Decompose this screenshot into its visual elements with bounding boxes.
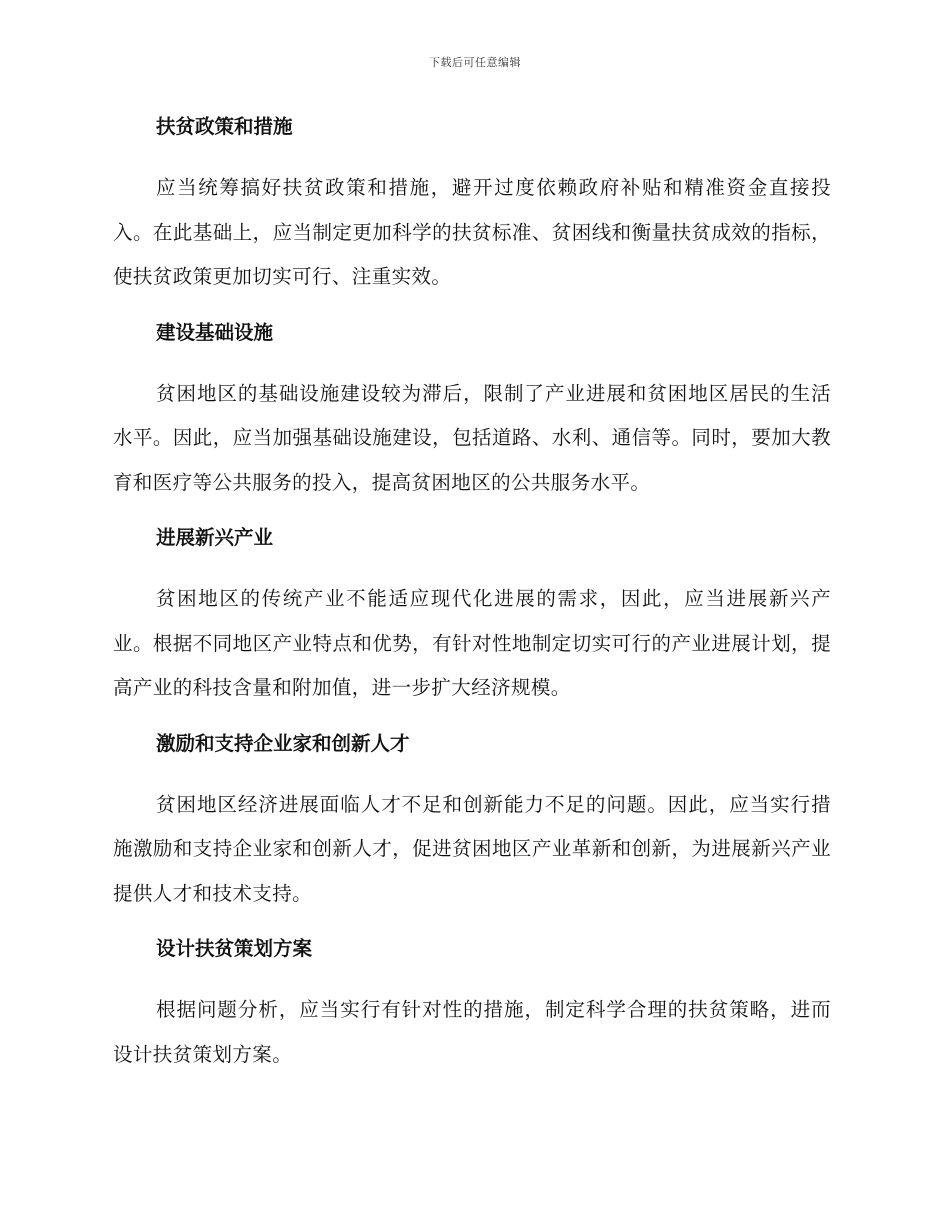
section-paragraph-infrastructure: 贫困地区的基础设施建设较为滞后，限制了产业进展和贫困地区居民的生活水平。因此，应当加强基础设施建设，包括道路、水利、通信等。同时，要加大教育和医疗等公共服务的投入，提高贫困地区的公共服务水平。	[113, 381, 831, 494]
section-heading-emerging-industry: 进展新兴产业	[156, 526, 274, 549]
section-paragraph-emerging-industry: 贫困地区的传统产业不能适应现代化进展的需求，因此，应当进展新兴产业。根据不同地区产业特点和优势，有针对性地制定切实可行的产业进展计划，提高产业的科技含量和附加值，进一步扩大经济规模。	[113, 587, 831, 699]
section-heading-talent-support: 激励和支持企业家和创新人才	[156, 731, 410, 755]
section-heading-poverty-policy: 扶贫政策和措施	[156, 115, 293, 138]
section-paragraph-talent-support: 贫困地区经济进展面临人才不足和创新能力不足的问题。因此，应当实行措施激励和支持企业家和创新人才，促进贫困地区产业革新和创新，为进展新兴产业提供人才和技术支持。	[113, 792, 831, 905]
section-paragraph-poverty-policy: 应当统筹搞好扶贫政策和措施，避开过度依赖政府补贴和精准资金直接投入。在此基础上，应当制定更加科学的扶贫标准、贫困线和衡量扶贫成效的指标，使扶贫政策更加切实可行、注重实效。	[113, 176, 831, 288]
section-heading-planning-scheme: 设计扶贫策划方案	[156, 937, 313, 960]
section-paragraph-planning-scheme: 根据问题分析，应当实行有针对性的措施，制定科学合理的扶贫策略，进而设计扶贫策划方案。	[113, 998, 831, 1066]
section-heading-infrastructure: 建设基础设施	[156, 320, 274, 344]
page-header: 下载后可任意编辑	[429, 56, 521, 69]
document-body	[113, 110, 831, 1093]
